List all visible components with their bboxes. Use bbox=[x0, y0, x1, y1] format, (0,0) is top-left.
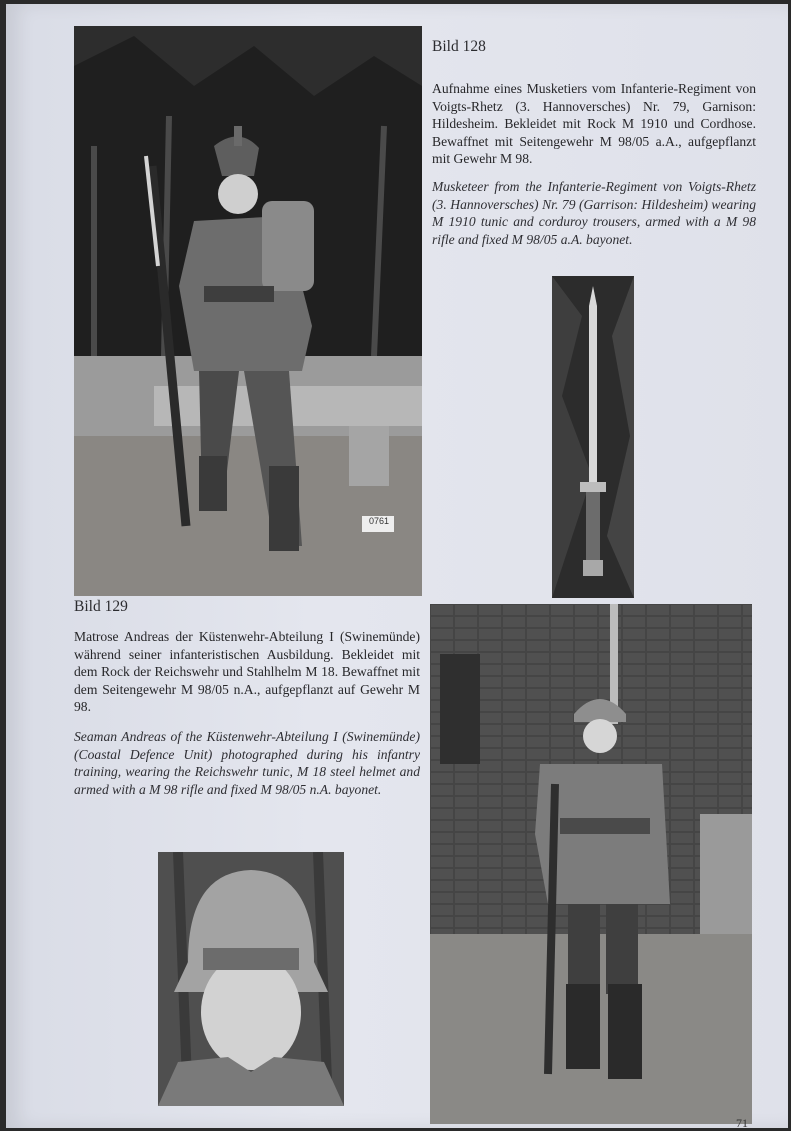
photo-tag-label: 0761 bbox=[368, 516, 390, 526]
book-page bbox=[6, 4, 788, 1128]
bild-128-english-caption: Musketeer from the Infanterie-Regiment von Voigts-Rhetz (3. Hannoversches) Nr. 79 (Garrison: Hildesheim) wearing M 1910 tunic and corduroy trousers, armed with a M 98 rifle and fixed M 98/05 a.A. bayonet. bbox=[432, 179, 756, 247]
bild-129-english-caption: Seaman Andreas of the Küstenwehr-Abteilung I (Swinemünde) (Coastal Defence Unit) photographed during his infantry training, wearing the Reichswehr tunic, M 18 steel helmet and armed with a M 98 rifle and fixed M 98/05 n.A. bayonet. bbox=[74, 729, 420, 797]
seaman-full-photo bbox=[430, 604, 752, 1124]
bild-129-german-caption: Matrose Andreas der Küstenwehr-Abteilung I (Swinemünde) während seiner infanteristischen Ausbildung. Bekleidet mit dem Rock der Reichswehr und Stahlhelm M 18. Bewaffnet mit dem Seitengewehr M 98/05 n.A., aufgepflanzt auf Gewehr M 98. bbox=[74, 629, 420, 714]
bild-128-title: Bild 128 bbox=[432, 38, 486, 55]
musketeer-photo bbox=[74, 26, 422, 596]
seaman-portrait-photo bbox=[158, 852, 344, 1106]
bild-128-german-caption: Aufnahme eines Musketiers vom Infanterie-Regiment von Voigts-Rhetz (3. Hannoversches) Nr. 79, Garnison: Hildesheim. Bekleidet mit Rock M 1910 und Cordhose. Bewaffnet mit Seitengewehr M 98/05 a.A., aufgepflanzt mit Gewehr M 98. bbox=[432, 81, 756, 166]
bayonet-photo bbox=[552, 276, 634, 598]
bild-129-title: Bild 129 bbox=[74, 598, 128, 615]
page-number: 71 bbox=[736, 1116, 748, 1130]
